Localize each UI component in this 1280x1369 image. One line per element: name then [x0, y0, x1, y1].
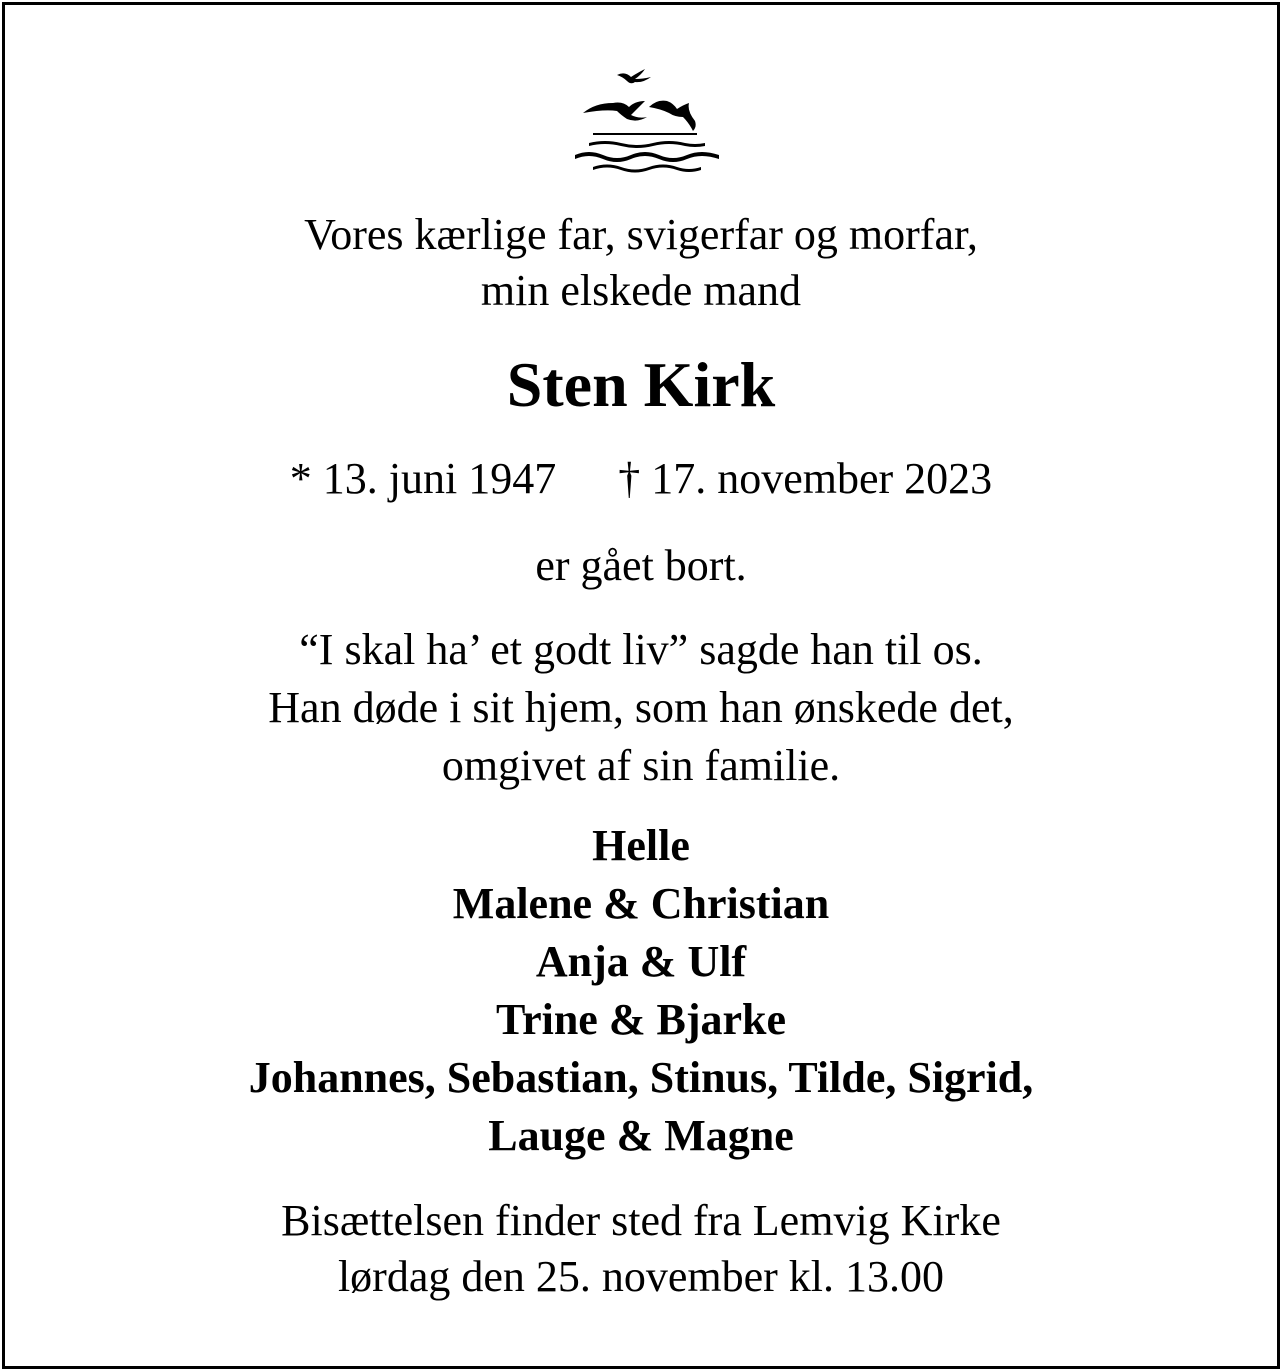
- quote-line-3: omgivet af sin familie.: [441, 741, 841, 790]
- intro-line-1: Vores kærlige far, svigerfar og morfar,: [304, 210, 978, 259]
- deceased-name: Sten Kirk: [506, 349, 776, 420]
- funeral-line-2: lørdag den 25. november kl. 13.00: [337, 1252, 945, 1301]
- quote-line-1: “I skal ha’ et godt liv” sagde han til os.: [299, 625, 983, 674]
- passed-away-text: er gået bort.: [535, 541, 747, 590]
- life-dates: [5, 453, 1277, 504]
- birds-over-sea-icon: [565, 65, 725, 177]
- family-line: Johannes, Sebastian, Stinus, Tilde, Sigrid,: [248, 1053, 1034, 1102]
- birth-symbol: *: [289, 454, 312, 503]
- death-symbol: †: [618, 454, 641, 503]
- family-line: Lauge & Magne: [488, 1111, 794, 1160]
- obituary-content: [5, 5, 1277, 1366]
- quote-line-2: Han døde i sit hjem, som han ønskede det,: [268, 683, 1014, 732]
- family-line: Helle: [592, 821, 690, 870]
- birth-date: 13. juni 1947: [322, 454, 557, 503]
- intro-line-2: min elskede mand: [480, 266, 802, 315]
- death-date: 17. november 2023: [651, 454, 993, 503]
- family-line: Trine & Bjarke: [495, 995, 787, 1044]
- family-line: Anja & Ulf: [535, 937, 747, 986]
- funeral-line-1: Bisættelsen finder sted fra Lemvig Kirke: [281, 1196, 1001, 1245]
- obituary-frame: [2, 2, 1280, 1369]
- family-line: Malene & Christian: [452, 879, 830, 928]
